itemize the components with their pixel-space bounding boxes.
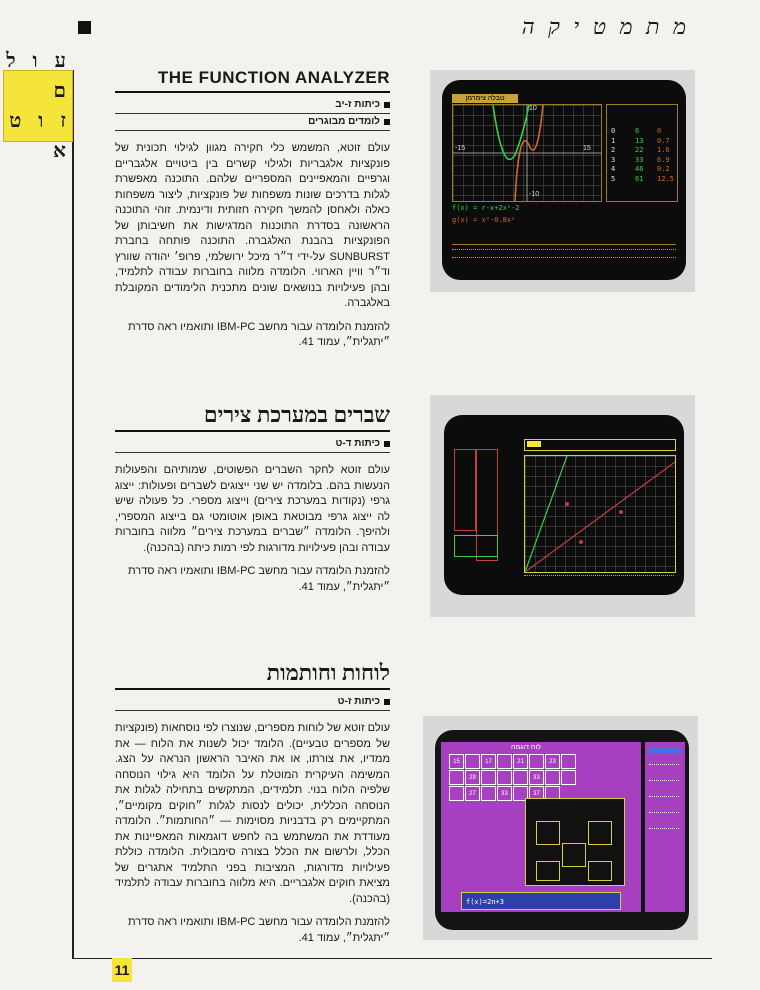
article-body: עולם זוטא, המשמש כלי חקירה מגוון לגילוי תכונית של פונקציות אלגבריות ולגילוי קשרים בין ביטויים אלגבריים וגרפיים והמאפיינים המספריים שלהם. התוכנה מאפשרת לגלות בדרכים שונות משפחות של פונקציות, ליצור משפחות כאלה ולאחסן להמשך חקירה חזותית ודינמית. זוהי התוכנה הראשונה בסדרת התוכנות המדגישות את חשיבותן של הפונקציות בהבנת האלגברה. התוכנה פותחה בחברת SUNBURST על-ידי ד״ר מיכל ירושלמי, פרופ׳ יהודה שוורץ וד״ר וויין הארווי. הלומדה מלווה בחוברות עבודה לתלמיד, ובהן פעילויות בנושאים שונים מתכנית הלימודים המקובלת באלגברה.: [115, 142, 390, 309]
fraction-bar-left: [454, 449, 476, 531]
audience-label: לומדים מבוגרים: [308, 116, 380, 127]
grid-lines: [525, 456, 675, 572]
board-cell: 17: [481, 754, 496, 769]
article-title: לוחות וחותמות: [115, 660, 390, 690]
series-logo: [3, 50, 73, 162]
board-cell: 23: [545, 754, 560, 769]
board-cell: [449, 786, 464, 801]
formula-g: g(x) = x²-0.8x²: [452, 216, 516, 224]
point-b: [619, 510, 623, 514]
stamp-cell: [588, 821, 612, 845]
frame-left-line: [72, 70, 74, 958]
screenshot-function-analyzer: [430, 70, 695, 292]
screen-title-bar: טבלה צימרמן: [452, 94, 518, 103]
board-cell: [529, 754, 544, 769]
stamp-cell: [536, 861, 560, 881]
board-cell: [449, 770, 464, 785]
menu-strip: [452, 244, 676, 267]
board-cell: [497, 770, 512, 785]
crt-screen-1: [442, 80, 686, 280]
grade-label: כיתות ז-ט: [337, 696, 380, 707]
line-red: [525, 462, 675, 572]
order-note: להזמנת הלומדה עבור מחשב IBM-PC ותואמיו ראה סדרת ״יתגלית״, עמוד 41.: [127, 320, 390, 348]
stamp-cell: [588, 861, 612, 881]
header-square-marker: [78, 21, 91, 34]
grade-line: [115, 694, 390, 711]
logo-line-1: ע ו ל ם: [6, 50, 72, 102]
value-table: [606, 104, 678, 202]
board-cell: [513, 770, 528, 785]
crt-screen-3: [435, 730, 689, 930]
board-panel: [441, 742, 641, 912]
order-note: להזמנת הלומדה עבור מחשב IBM-PC ותואמיו ראה סדרת ״יתגלית״, עמוד 41.: [127, 916, 390, 944]
article-fractions: [115, 402, 390, 595]
section-title: מ ת מ ט י ק ה: [521, 14, 690, 39]
bullet-square-icon: [384, 102, 390, 108]
board-cell: 21: [513, 754, 528, 769]
grade-line: [115, 97, 390, 114]
board-cell: 37: [529, 786, 544, 801]
y-bottom-label: -10: [529, 191, 540, 198]
table-col-x: 0 1 2 3 4 5: [611, 127, 616, 183]
board-cell: 33: [529, 770, 544, 785]
article-function-analyzer: [115, 68, 390, 351]
side-panel: [645, 742, 685, 912]
curve-f: [493, 105, 529, 159]
grade-line: [115, 436, 390, 453]
article-boards-and-stamps: [115, 660, 390, 946]
point-c: [579, 540, 583, 544]
bullet-square-icon: [384, 699, 390, 705]
graph-curves: [453, 105, 601, 201]
fraction-box-lower: [454, 535, 498, 557]
status-strip: [524, 575, 674, 584]
table-col-f: 6 13 22 33 46 61: [635, 127, 644, 183]
article-title: THE FUNCTION ANALYZER: [115, 68, 390, 93]
stamp-cell: [536, 821, 560, 845]
page-header: [0, 12, 760, 44]
frame-bottom-line: [72, 958, 712, 959]
crt-screen-2: [444, 415, 684, 595]
board-cell: [465, 754, 480, 769]
board-title: לוח דוגמה: [511, 744, 541, 751]
bullet-square-icon: [384, 119, 390, 125]
stamp-cell: [562, 843, 586, 867]
bullet-square-icon: [384, 441, 390, 447]
article-body: עולם זוטא לחקר השברים הפשוטים, שמותיהם והפעולות הנעשות בהם. בלומדה יש שני ייצוגים לשברים ופעולות: ייצוג גרפי (נקודות במערכת צירים) וייצוג מספרי. כל פעולה שיש לה ייצוג גרפי מבוטאת באופן אוטומטי גם בייצוג המספרי, ולהיפך. הלומדה ״שברים במערכת צירים״ מלווה בחוברות עבודה ובהן פעילויות מדורגות לפי רמות כיתה (בהכנה).: [115, 464, 390, 554]
stamp-area: [525, 798, 625, 886]
board-cell: [481, 786, 496, 801]
board-cell: [497, 754, 512, 769]
point-a: [565, 502, 569, 506]
x-right-label: 15: [583, 145, 591, 152]
board-cell: [561, 770, 576, 785]
screenshot-fractions: [430, 395, 695, 617]
logo-line-2: ז ו ט א: [9, 110, 72, 162]
coordinate-grid: [524, 455, 676, 573]
line-green: [525, 456, 567, 572]
y-top-label: 10: [529, 105, 537, 112]
article-title: שברים במערכת צירים: [115, 402, 390, 432]
grade-label: כיתות ד-ט: [335, 438, 380, 449]
article-body: עולם זוטא של לוחות מספרים, שנוצרו לפי נוסחאות (פונקציות של מספרים טבעיים). הלומד יכול לשנות את הלוח — את ממדיו, את צורתו, או את האיבר הראשון הנראה על הצג. המשימה העיקרית המוטלת על הלומד היא גילוי הנוסחה שלפיה הלוח בנוי. תלמידים, המתקשים בתחילה לגלות את הנוסחה הכללית, יכולים לנסות לגלות ״חוקים מקומיים״, המתקיימים רק בדבניות מסוימות — ״החותמות״. הלומדה מעודדת את המשתמש בה לחפש דוגמאות המאפיינות את הכלל, ולרשום את הכלל בצורה סימבולית. הלומדה כוללת פעילויות מדורגות, המציבות בפני התלמיד אתגרים של מציאת חוקים אלגבריים. היא מלווה בחוברות עבודה לתלמיד (בהכנה).: [115, 722, 390, 905]
page-number: 11: [112, 958, 132, 982]
board-cell: [481, 770, 496, 785]
board-cell: 29: [465, 770, 480, 785]
order-note: להזמנת הלומדה עבור מחשב IBM-PC ותואמיו ראה סדרת ״יתגלית״, עמוד 41.: [127, 565, 390, 593]
grade-label: כיתות ז-יב: [335, 99, 380, 110]
board-cell: [561, 754, 576, 769]
formula-f: f(x) = r-x+2x²-2: [452, 204, 520, 212]
board-cell: 27: [465, 786, 480, 801]
graph-area: [452, 104, 602, 202]
toolbar-strip: [524, 439, 676, 451]
board-cell: 33: [497, 786, 512, 801]
toolbar-selected-icon: [527, 441, 541, 447]
audience-line: [115, 114, 390, 131]
x-left-label: -15: [455, 145, 466, 152]
board-cell: [545, 770, 560, 785]
table-col-g: 0 0.7 1.6 6.9 0.2 12.5: [657, 127, 674, 183]
board-cell: 15: [449, 754, 464, 769]
screenshot-boards: [423, 716, 698, 940]
formula-bar: f(x)=2n+3: [461, 892, 621, 910]
